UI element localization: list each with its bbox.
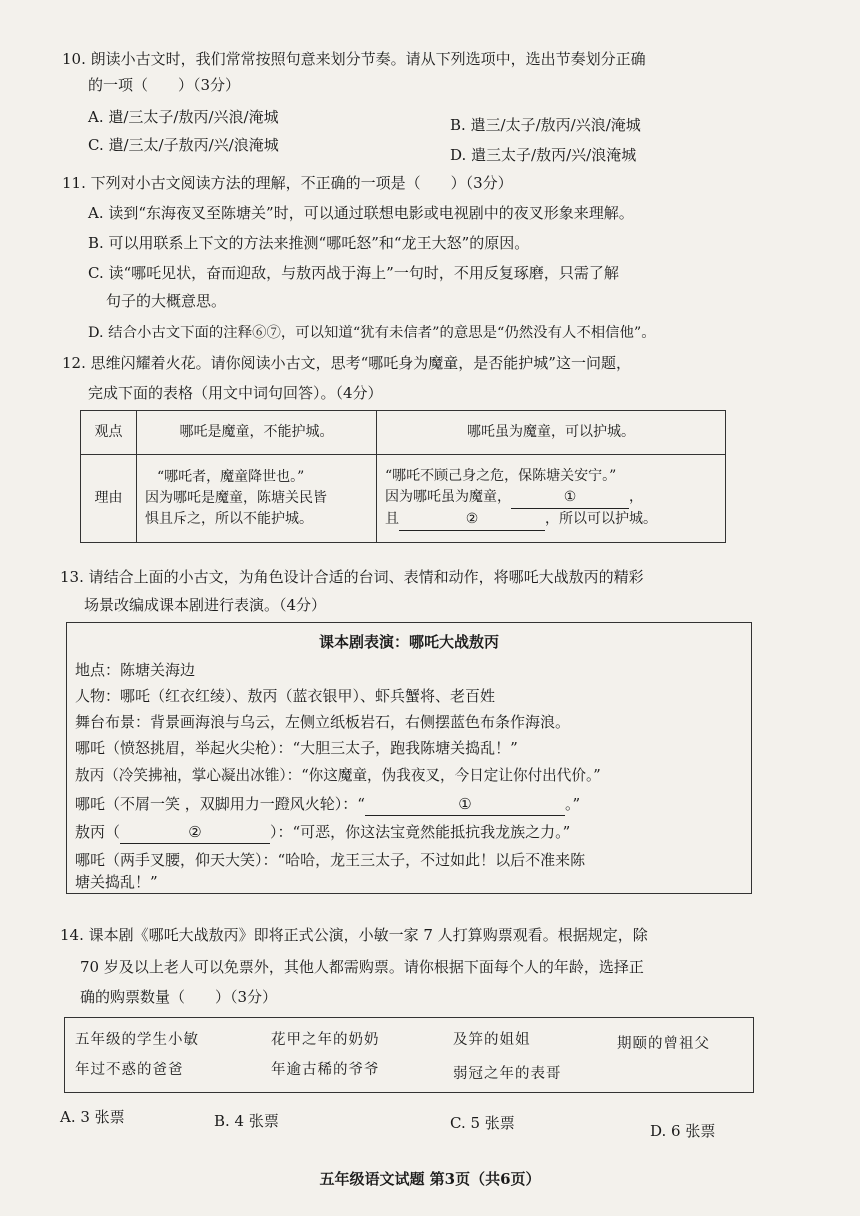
script-blank-2[interactable]: ② [120, 821, 270, 844]
q10-stem-line1: 10. 朗读小古文时，我们常常按照句意来划分节奏。请从下列选项中，选出节奏划分正确 [62, 50, 646, 68]
view-can-protect: 哪吒虽为魔童，可以护城。 [377, 411, 726, 455]
q14-option-b: B. 4 张票 [214, 1112, 279, 1130]
reason2-line3-suffix: ，所以可以护城。 [545, 511, 657, 527]
q11-option-a: A. 读到“东海夜叉至陈塘关”时，可以通过联想电影或电视剧中的夜叉形象来理解。 [88, 204, 634, 222]
q14-option-c: C. 5 张票 [450, 1114, 515, 1132]
answer-blank-2[interactable]: ② [399, 509, 545, 531]
script-line-nezha-3-cont: 塘关捣乱！” [75, 873, 158, 891]
reason2-line2 [385, 487, 717, 509]
q11-option-d: D. 结合小古文下面的注释⑥⑦，可以知道“犹有未信者”的意思是“仍然没有人不相信他”。 [88, 325, 656, 341]
q11-option-c-line1: C. 读“哪吒见状，奋而迎敌，与敖丙战于海上”一句时，不用反复琢磨，只需了解 [88, 264, 619, 282]
script-line-nezha-2 [75, 793, 580, 816]
q10-option-c: C. 遣/三太/子敖丙/兴/浪淹城 [88, 136, 279, 154]
script-line-aobing-2-text: ）：“可恶，你这法宝竟然能抵抗我龙族之力。” [270, 823, 571, 841]
reason2-line3-prefix: 且 [385, 511, 399, 527]
script-line-nezha-2-text: 哪吒（不屑一笑 ，双脚用力一蹬风火轮）：“ [75, 795, 365, 813]
q11-option-c-line2: 句子的大概意思。 [106, 292, 227, 310]
person-xiaomin: 五年级的学生小敏 [75, 1032, 199, 1048]
q12-stem-line1: 12. 思维闪耀着火花。请你阅读小古文，思考“哪吒身为魔童，是否能护城”这一问题， [62, 354, 631, 372]
view-cannot-protect: 哪吒是魔童，不能护城。 [137, 411, 377, 455]
script-line-aobing-2 [75, 821, 570, 844]
q13-stem-line1: 13. 请结合上面的小古文，为角色设计合适的台词、表情和动作，将哪吒大战敖丙的精彩 [60, 568, 644, 586]
q14-option-a: A. 3 张票 [60, 1108, 125, 1126]
person-great-grandfather: 期颐的曾祖父 [617, 1036, 710, 1052]
script-blank-1[interactable]: ① [365, 793, 565, 816]
reason2-line1: “哪吒不顾己身之危，保陈塘关安宁。” [385, 468, 617, 484]
script-people: 人物：哪吒（红衣红绫）、敖丙（蓝衣银甲）、虾兵蟹将、老百姓 [75, 687, 496, 705]
script-line-nezha-2-end: 。” [564, 795, 581, 813]
family-ages-box [64, 1017, 754, 1093]
reason1-line3: 惧且斥之，所以不能护城。 [145, 511, 313, 527]
page-footer: 五年级语文试题 第3页（共6页） [319, 1170, 541, 1188]
reason1-line1: “哪吒者，魔童降世也。” [157, 469, 305, 485]
q11-stem: 11. 下列对小古文阅读方法的理解，不正确的一项是（ ）（3分） [62, 174, 513, 192]
reason-cannot-protect [137, 455, 377, 543]
q12-table [80, 410, 726, 543]
person-sister: 及笄的姐姐 [453, 1032, 531, 1048]
person-grandpa: 年逾古稀的爷爷 [271, 1062, 380, 1078]
person-cousin: 弱冠之年的表哥 [453, 1066, 562, 1082]
script-box [66, 622, 752, 894]
q12-stem-line2: 完成下面的表格（用文中词句回答）。（4分） [88, 384, 383, 402]
reason2-comma: ， [629, 489, 643, 505]
script-line-nezha-3: 哪吒（两手叉腰，仰天大笑）：“哈哈，龙王三太子，不过如此！以后不准来陈 [75, 851, 586, 869]
q14-stem-line3: 确的购票数量（ ）（3分） [80, 988, 278, 1006]
reason2-line2-text: 因为哪吒虽为魔童， [385, 489, 511, 505]
answer-blank-1[interactable]: ① [511, 487, 629, 509]
q10-option-b: B. 遣三/太子/敖丙/兴浪/淹城 [450, 116, 641, 134]
q14-option-d: D. 6 张票 [650, 1122, 716, 1140]
q14-stem-line1: 14. 课本剧《哪吒大战敖丙》即将正式公演，小敏一家 7 人打算购票观看。根据规定，除 [60, 926, 648, 944]
reason1-line2: 因为哪吒是魔童，陈塘关民皆 [145, 490, 327, 506]
table-header-view: 观点 [81, 411, 137, 455]
script-stage: 舞台布景：背景画海浪与乌云，左侧立纸板岩石，右侧摆蓝色布条作海浪。 [75, 713, 571, 731]
script-line-nezha-1: 哪吒（愤怒挑眉，举起火尖枪）：“大胆三太子，跑我陈塘关捣乱！” [75, 739, 518, 757]
person-father: 年过不惑的爸爸 [75, 1062, 184, 1078]
script-title: 课本剧表演：哪吒大战敖丙 [318, 633, 499, 651]
reason-can-protect [377, 455, 726, 543]
q10-stem-line2: 的一项（ ）（3分） [88, 76, 241, 94]
q10-option-a: A. 遣/三太子/敖丙/兴浪/淹城 [88, 108, 279, 126]
table-header-reason: 理由 [81, 455, 137, 543]
script-place: 地点：陈塘关海边 [75, 661, 196, 679]
person-grandma: 花甲之年的奶奶 [271, 1032, 380, 1048]
script-line-aobing-2-prefix: 敖丙（ [75, 823, 121, 841]
q11-option-b: B. 可以用联系上下文的方法来推测“哪吒怒”和“龙王大怒”的原因。 [88, 234, 530, 252]
script-line-aobing-1: 敖丙（冷笑拂袖，掌心凝出冰锥）：“你这魔童，伪我夜叉，今日定让你付出代价。” [75, 767, 601, 784]
q10-option-d: D. 遣三太子/敖丙/兴/浪淹城 [450, 146, 637, 164]
q13-stem-line2: 场景改编成课本剧进行表演。（4分） [84, 596, 327, 614]
q14-stem-line2: 70 岁及以上老人可以免票外，其他人都需购票。请你根据下面每个人的年龄，选择正 [80, 958, 644, 976]
reason2-line3 [385, 509, 717, 531]
